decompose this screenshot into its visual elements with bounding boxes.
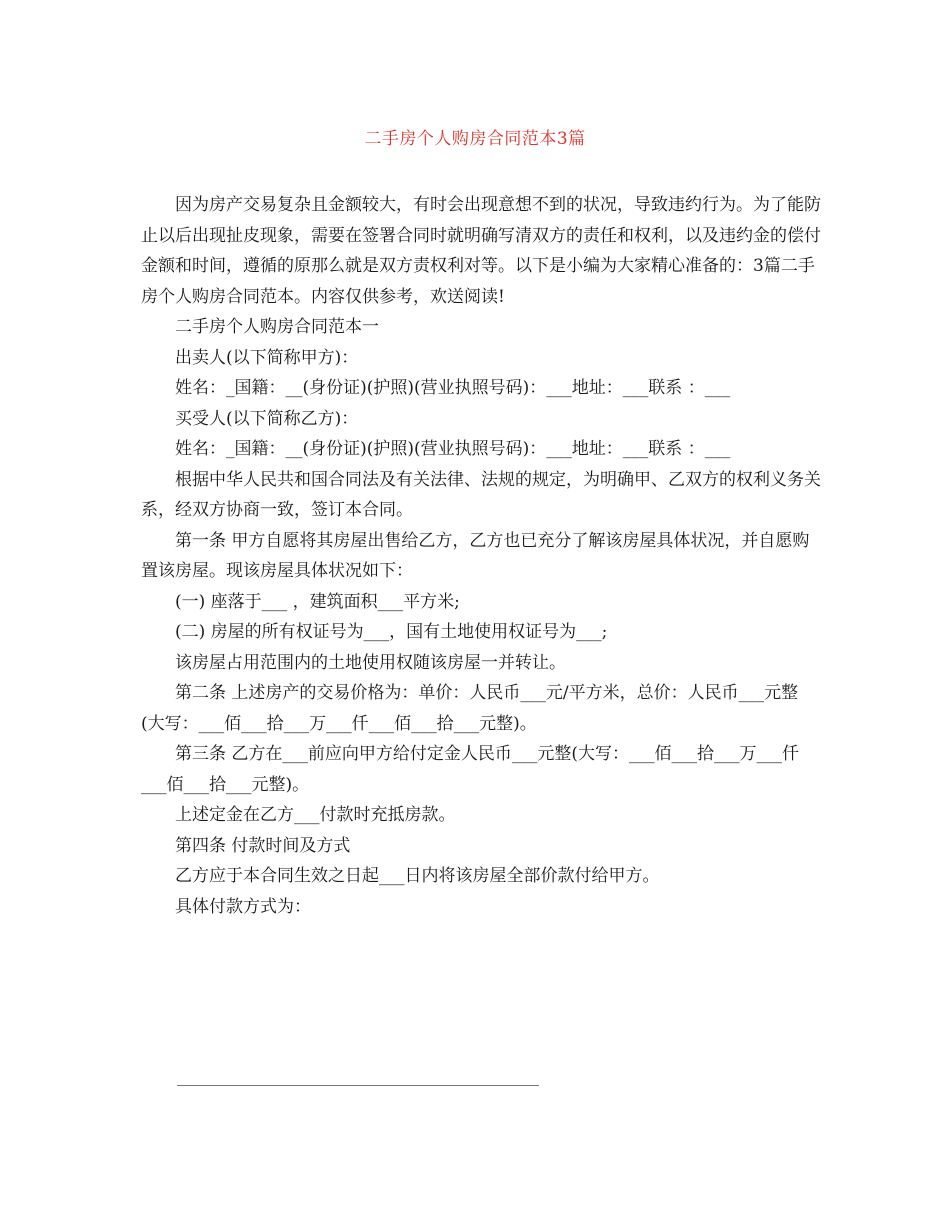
article-1-item-1: (一) 座落于___ ，建筑面积___平方米; — [175, 591, 460, 612]
article-3-note: 上述定金在乙方___付款时充抵房款。 — [175, 805, 456, 825]
article-4-title: 第四条 付款时间及方式 — [175, 835, 351, 856]
buyer-label: 买受人(以下简称乙方)： — [175, 408, 359, 429]
article-4-method: 具体付款方式为： — [175, 896, 311, 917]
document-title: 二手房个人购房合同范本3篇 — [364, 129, 586, 149]
basis-paragraph: 根据中华人民共和国合同法及有关法律、法规的规定，为明确甲、乙双方的权利义务关系，经双方协商一致，签订本合同。 — [141, 469, 821, 520]
article-4-text: 乙方应于本合同生效之日起___日内将该房屋全部价款付给甲方。 — [175, 866, 660, 886]
article-1-note: 该房屋占用范围内的土地使用权随该房屋一并转让。 — [175, 652, 566, 673]
intro-paragraph: 因为房产交易复杂且金额较大，有时会出现意想不到的状况，导致违约行为。为了能防止以后出现扯皮现象，需要在签署合同时就明确写清双方的责任和权利，以及违约金的偿付金额和时间，遵循的原那么就是双方责权利对等。以下是小编为大家精心准备的：3篇二手房个人购房合同范本。内容仅供参考，欢送阅读! — [141, 195, 821, 307]
section-title: 二手房个人购房合同范本一 — [175, 317, 379, 337]
article-2: 第二条 上述房产的交易价格为：单价：人民币___元/平方米，总价：人民币___元整(大写：___佰___拾___万___仟___佰___拾___元整)。 — [141, 683, 799, 734]
document-body — [141, 190, 821, 922]
article-3: 第三条 乙方在___前应向甲方给付定金人民币___元整(大写：___佰___拾___万___仟___佰___拾___元整)。 — [141, 744, 800, 795]
seller-label: 出卖人(以下简称甲方)： — [175, 347, 359, 368]
article-1-item-2: (二) 房屋的所有权证号为___，国有土地使用权证号为___; — [175, 622, 608, 642]
buyer-info: 姓名：_国籍：__(身份证)(护照)(营业执照号码)：___地址：___联系 ：___ — [175, 439, 731, 459]
seller-info: 姓名：_国籍：__(身份证)(护照)(营业执照号码)：___地址：___联系 ：___ — [175, 378, 731, 398]
article-1: 第一条 甲方自愿将其房屋出售给乙方，乙方也已充分了解该房屋具体状况，并自愿购置该房屋。现该房屋具体状况如下： — [141, 530, 810, 581]
fill-in-line — [177, 1085, 539, 1086]
